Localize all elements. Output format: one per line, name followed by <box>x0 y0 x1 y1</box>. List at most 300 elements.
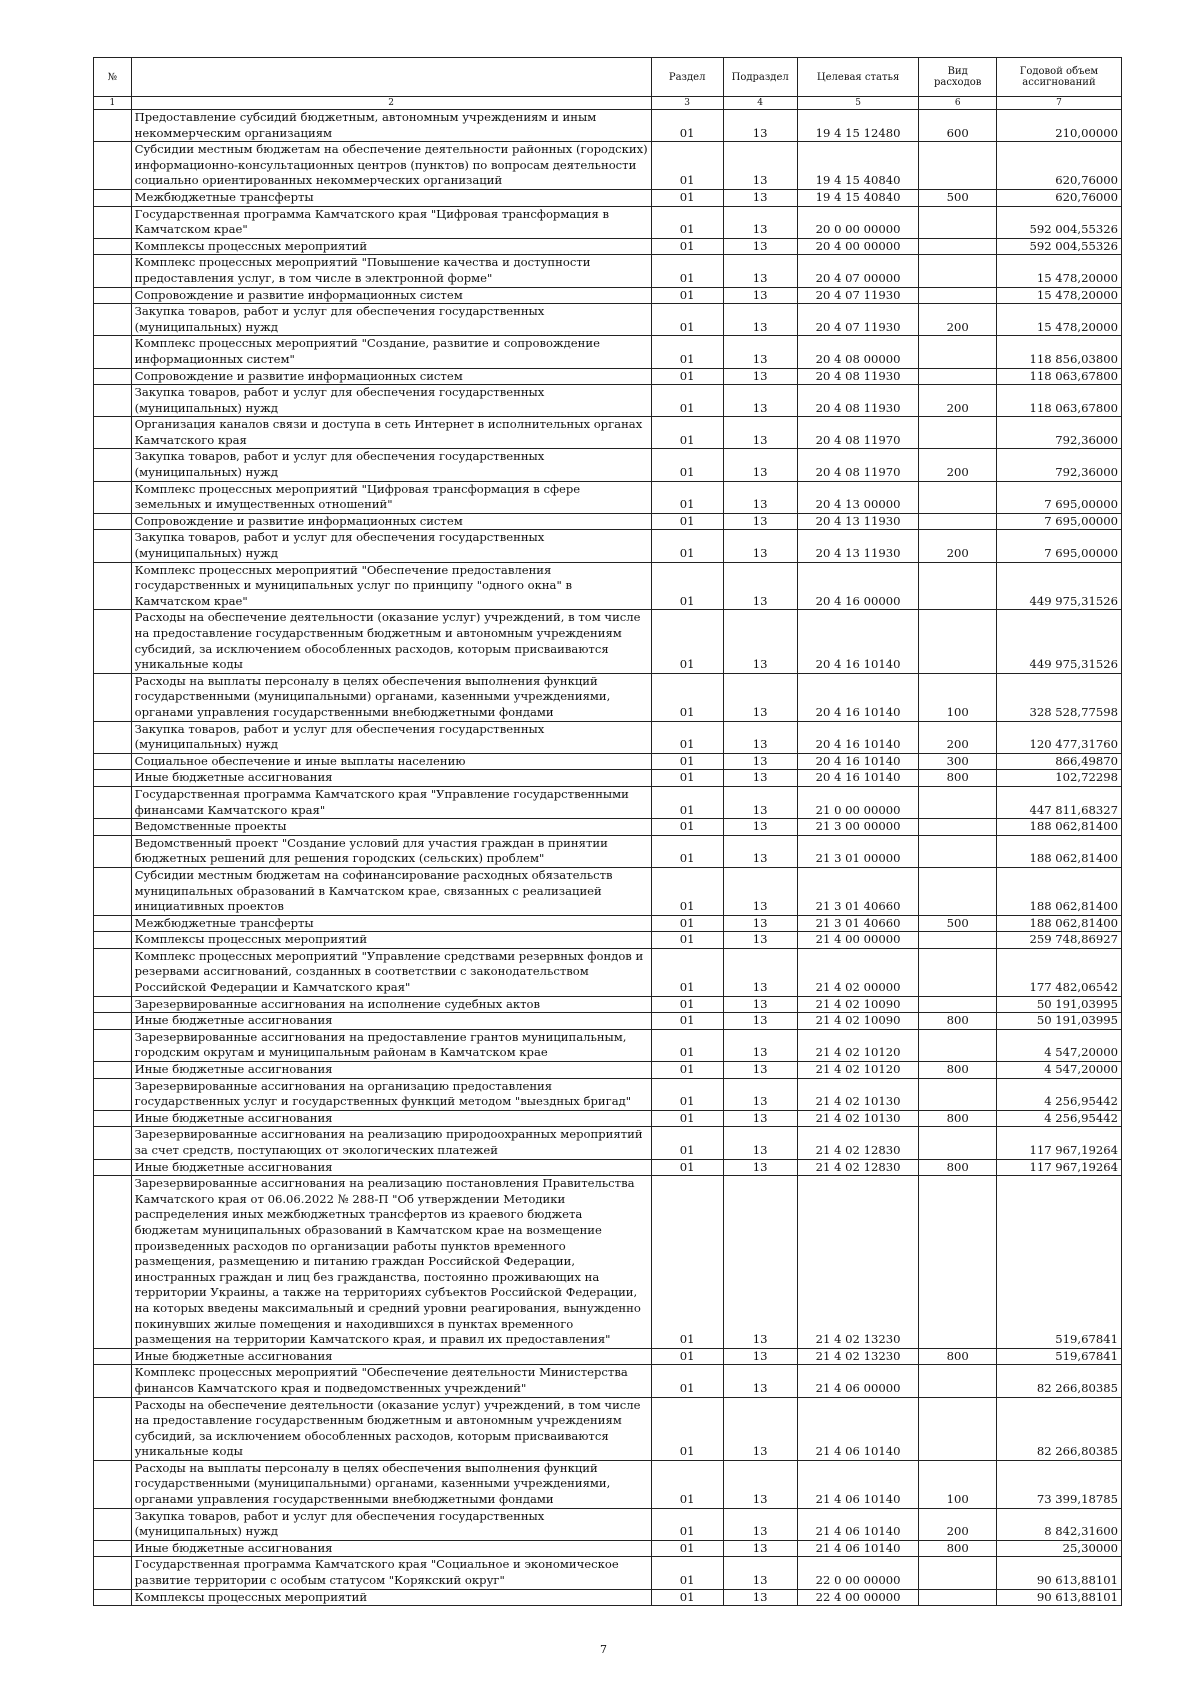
cell-section: 01 <box>651 1062 723 1079</box>
cell-no <box>94 753 132 770</box>
cell-exp-type: 800 <box>919 1540 996 1557</box>
cell-target: 20 4 08 11930 <box>797 368 919 385</box>
cell-amount: 188 062,81400 <box>996 867 1121 915</box>
cell-exp-type <box>919 867 996 915</box>
cell-subsection: 13 <box>723 753 797 770</box>
cell-exp-type: 200 <box>919 304 996 336</box>
table-row <box>94 1589 1122 1606</box>
cell-exp-type <box>919 1589 996 1606</box>
cell-target: 22 0 00 00000 <box>797 1557 919 1589</box>
cell-subsection: 13 <box>723 786 797 818</box>
cell-target: 21 4 02 12830 <box>797 1127 919 1159</box>
cell-name: Социальное обеспечение и иные выплаты населению <box>131 753 651 770</box>
header-subsection: Подраздел <box>723 58 797 97</box>
cell-name: Иные бюджетные ассигнования <box>131 1348 651 1365</box>
cell-amount: 519,67841 <box>996 1176 1121 1349</box>
cell-target: 19 4 15 40840 <box>797 189 919 206</box>
cell-section: 01 <box>651 753 723 770</box>
cell-subsection: 13 <box>723 1397 797 1460</box>
cell-subsection: 13 <box>723 1127 797 1159</box>
cell-amount: 7 695,00000 <box>996 530 1121 562</box>
cell-target: 20 4 08 00000 <box>797 336 919 368</box>
cell-exp-type: 200 <box>919 385 996 417</box>
table-row <box>94 530 1122 562</box>
cell-subsection: 13 <box>723 996 797 1013</box>
cell-target: 21 4 00 00000 <box>797 932 919 949</box>
col-number: 1 <box>94 97 132 110</box>
cell-subsection: 13 <box>723 835 797 867</box>
table-row <box>94 1508 1122 1540</box>
cell-section: 01 <box>651 562 723 610</box>
cell-section: 01 <box>651 1127 723 1159</box>
cell-exp-type <box>919 835 996 867</box>
cell-subsection: 13 <box>723 1508 797 1540</box>
cell-exp-type: 200 <box>919 530 996 562</box>
cell-name: Межбюджетные трансферты <box>131 189 651 206</box>
cell-amount: 4 547,20000 <box>996 1029 1121 1061</box>
cell-target: 21 4 02 10090 <box>797 996 919 1013</box>
cell-amount: 120 477,31760 <box>996 721 1121 753</box>
cell-amount: 866,49870 <box>996 753 1121 770</box>
table-row <box>94 721 1122 753</box>
cell-subsection: 13 <box>723 867 797 915</box>
cell-amount: 792,36000 <box>996 449 1121 481</box>
cell-exp-type <box>919 996 996 1013</box>
cell-target: 20 4 13 00000 <box>797 481 919 513</box>
table-header-row <box>94 58 1122 97</box>
cell-subsection: 13 <box>723 915 797 932</box>
cell-subsection: 13 <box>723 562 797 610</box>
cell-name: Сопровождение и развитие информационных систем <box>131 513 651 530</box>
cell-amount: 7 695,00000 <box>996 481 1121 513</box>
cell-section: 01 <box>651 206 723 238</box>
cell-amount: 210,00000 <box>996 110 1121 142</box>
cell-no <box>94 867 132 915</box>
cell-target: 20 4 08 11970 <box>797 449 919 481</box>
cell-exp-type: 100 <box>919 673 996 721</box>
cell-section: 01 <box>651 1348 723 1365</box>
cell-no <box>94 996 132 1013</box>
cell-section: 01 <box>651 1460 723 1508</box>
cell-exp-type: 200 <box>919 1508 996 1540</box>
table-row <box>94 562 1122 610</box>
cell-name: Зарезервированные ассигнования на исполнение судебных актов <box>131 996 651 1013</box>
cell-exp-type <box>919 481 996 513</box>
cell-section: 01 <box>651 1540 723 1557</box>
cell-target: 20 4 07 11930 <box>797 304 919 336</box>
cell-target: 21 4 02 10130 <box>797 1078 919 1110</box>
cell-target: 20 4 16 10140 <box>797 721 919 753</box>
cell-target: 21 3 01 40660 <box>797 867 919 915</box>
cell-exp-type <box>919 336 996 368</box>
cell-subsection: 13 <box>723 1029 797 1061</box>
cell-subsection: 13 <box>723 142 797 190</box>
cell-no <box>94 417 132 449</box>
table-row <box>94 417 1122 449</box>
cell-no <box>94 1508 132 1540</box>
cell-amount: 177 482,06542 <box>996 948 1121 996</box>
col-number: 2 <box>131 97 651 110</box>
cell-subsection: 13 <box>723 287 797 304</box>
header-exp-type: Вид расходов <box>919 58 996 97</box>
col-number: 5 <box>797 97 919 110</box>
cell-target: 20 4 16 10140 <box>797 673 919 721</box>
col-number: 4 <box>723 97 797 110</box>
cell-exp-type: 800 <box>919 1348 996 1365</box>
table-row <box>94 786 1122 818</box>
table-row <box>94 867 1122 915</box>
cell-name: Комплексы процессных мероприятий <box>131 1589 651 1606</box>
cell-no <box>94 932 132 949</box>
cell-target: 21 4 02 10090 <box>797 1013 919 1030</box>
cell-exp-type <box>919 1365 996 1397</box>
header-section: Раздел <box>651 58 723 97</box>
cell-no <box>94 673 132 721</box>
cell-exp-type: 300 <box>919 753 996 770</box>
cell-subsection: 13 <box>723 948 797 996</box>
cell-no <box>94 915 132 932</box>
cell-exp-type <box>919 287 996 304</box>
cell-subsection: 13 <box>723 385 797 417</box>
cell-no <box>94 819 132 836</box>
cell-name: Ведомственный проект "Создание условий для участия граждан в принятии бюджетных решений для решения городских (сельских) проблем" <box>131 835 651 867</box>
cell-no <box>94 1540 132 1557</box>
cell-subsection: 13 <box>723 368 797 385</box>
cell-subsection: 13 <box>723 513 797 530</box>
table-row <box>94 1365 1122 1397</box>
cell-section: 01 <box>651 417 723 449</box>
table-row <box>94 1348 1122 1365</box>
cell-name: Государственная программа Камчатского края "Социальное и экономическое развитие территории с особым статусом "Корякский округ" <box>131 1557 651 1589</box>
cell-exp-type <box>919 513 996 530</box>
cell-name: Комплекс процессных мероприятий "Обеспечение деятельности Министерства финансов Камчатского края и подведомственных учреждений" <box>131 1365 651 1397</box>
cell-exp-type <box>919 368 996 385</box>
cell-subsection: 13 <box>723 1540 797 1557</box>
cell-name: Иные бюджетные ассигнования <box>131 770 651 787</box>
table-row <box>94 287 1122 304</box>
cell-name: Комплекс процессных мероприятий "Повышение качества и доступности предоставления услуг, в том числе в электронной форме" <box>131 255 651 287</box>
cell-no <box>94 786 132 818</box>
cell-amount: 592 004,55326 <box>996 238 1121 255</box>
cell-no <box>94 1557 132 1589</box>
cell-name: Иные бюджетные ассигнования <box>131 1110 651 1127</box>
cell-section: 01 <box>651 1557 723 1589</box>
cell-exp-type <box>919 1397 996 1460</box>
cell-target: 21 4 06 00000 <box>797 1365 919 1397</box>
cell-name: Государственная программа Камчатского края "Управление государственными финансами Камчатского края" <box>131 786 651 818</box>
cell-target: 20 4 07 11930 <box>797 287 919 304</box>
cell-target: 21 4 02 13230 <box>797 1348 919 1365</box>
cell-amount: 592 004,55326 <box>996 206 1121 238</box>
cell-section: 01 <box>651 385 723 417</box>
cell-section: 01 <box>651 1110 723 1127</box>
table-row <box>94 1460 1122 1508</box>
header-amount: Годовой объем ассигнований <box>996 58 1121 97</box>
cell-no <box>94 835 132 867</box>
table-row <box>94 1062 1122 1079</box>
cell-subsection: 13 <box>723 255 797 287</box>
cell-amount: 8 842,31600 <box>996 1508 1121 1540</box>
table-row <box>94 189 1122 206</box>
cell-section: 01 <box>651 142 723 190</box>
cell-name: Комплекс процессных мероприятий "Обеспечение предоставления государственных и муниципальных услуг по принципу "одного окна" в Камчатском крае" <box>131 562 651 610</box>
cell-no <box>94 1029 132 1061</box>
cell-target: 20 4 16 10140 <box>797 610 919 673</box>
cell-section: 01 <box>651 189 723 206</box>
cell-no <box>94 1176 132 1349</box>
cell-subsection: 13 <box>723 449 797 481</box>
header-target: Целевая статья <box>797 58 919 97</box>
table-row <box>94 481 1122 513</box>
cell-target: 21 4 02 00000 <box>797 948 919 996</box>
cell-amount: 328 528,77598 <box>996 673 1121 721</box>
table-row <box>94 819 1122 836</box>
cell-amount: 620,76000 <box>996 142 1121 190</box>
cell-target: 20 4 16 10140 <box>797 753 919 770</box>
cell-no <box>94 1460 132 1508</box>
cell-amount: 15 478,20000 <box>996 255 1121 287</box>
cell-exp-type <box>919 562 996 610</box>
cell-amount: 447 811,68327 <box>996 786 1121 818</box>
cell-exp-type <box>919 206 996 238</box>
cell-exp-type <box>919 819 996 836</box>
cell-target: 21 3 00 00000 <box>797 819 919 836</box>
cell-name: Комплекс процессных мероприятий "Управление средствами резервных фондов и резервами ассигнований, созданных в соответствии с законодательством Российской Федерации и Камчатского края" <box>131 948 651 996</box>
cell-name: Закупка товаров, работ и услуг для обеспечения государственных (муниципальных) нужд <box>131 304 651 336</box>
cell-name: Закупка товаров, работ и услуг для обеспечения государственных (муниципальных) нужд <box>131 530 651 562</box>
table-row <box>94 368 1122 385</box>
cell-exp-type <box>919 932 996 949</box>
cell-subsection: 13 <box>723 1110 797 1127</box>
cell-target: 20 4 00 00000 <box>797 238 919 255</box>
cell-exp-type: 200 <box>919 721 996 753</box>
cell-no <box>94 336 132 368</box>
cell-name: Комплекс процессных мероприятий "Цифровая трансформация в сфере земельных и имущественных отношений" <box>131 481 651 513</box>
cell-name: Расходы на выплаты персоналу в целях обеспечения выполнения функций государственными (муниципальными) органами, казенными учреждениями, органами управления государственными внебюджетными фондами <box>131 673 651 721</box>
cell-exp-type: 600 <box>919 110 996 142</box>
cell-no <box>94 481 132 513</box>
cell-amount: 188 062,81400 <box>996 819 1121 836</box>
cell-section: 01 <box>651 932 723 949</box>
cell-no <box>94 721 132 753</box>
cell-name: Межбюджетные трансферты <box>131 915 651 932</box>
cell-no <box>94 530 132 562</box>
cell-section: 01 <box>651 721 723 753</box>
cell-amount: 4 256,95442 <box>996 1078 1121 1110</box>
cell-section: 01 <box>651 835 723 867</box>
cell-exp-type: 200 <box>919 449 996 481</box>
cell-amount: 4 256,95442 <box>996 1110 1121 1127</box>
cell-name: Иные бюджетные ассигнования <box>131 1159 651 1176</box>
cell-section: 01 <box>651 304 723 336</box>
cell-subsection: 13 <box>723 1013 797 1030</box>
cell-subsection: 13 <box>723 336 797 368</box>
cell-section: 01 <box>651 1176 723 1349</box>
cell-amount: 118 063,67800 <box>996 385 1121 417</box>
cell-target: 20 4 07 00000 <box>797 255 919 287</box>
cell-no <box>94 206 132 238</box>
cell-amount: 449 975,31526 <box>996 610 1121 673</box>
table-row <box>94 673 1122 721</box>
cell-subsection: 13 <box>723 1589 797 1606</box>
cell-name: Расходы на выплаты персоналу в целях обеспечения выполнения функций государственными (муниципальными) органами, казенными учреждениями, органами управления государственными внебюджетными фондами <box>131 1460 651 1508</box>
cell-no <box>94 1348 132 1365</box>
cell-no <box>94 1159 132 1176</box>
table-row <box>94 932 1122 949</box>
cell-amount: 117 967,19264 <box>996 1127 1121 1159</box>
cell-section: 01 <box>651 1397 723 1460</box>
cell-exp-type: 800 <box>919 1110 996 1127</box>
cell-subsection: 13 <box>723 1348 797 1365</box>
cell-subsection: 13 <box>723 1062 797 1079</box>
cell-name: Зарезервированные ассигнования на реализацию постановления Правительства Камчатского края от 06.06.2022 № 288-П "Об утверждении Методики распределения иных межбюджетных трансфертов из краевого бюджета бюджетам муниципальных образований в Камчатском крае на возмещение произведенных расходов по организации работы пунктов временного размещения, размещению и питанию граждан Российской Федерации, иностранных граждан и лиц без гражданства, постоянно проживающих на территории Украины, а также на территориях субъектов Российской Федерации, на которых введены максимальный и средний уровни реагирования, вынужденно покинувших жилые помещения и находившихся в пунктах временного размещения на территории Камчатского края, и правил их предоставления" <box>131 1176 651 1349</box>
table-row <box>94 142 1122 190</box>
cell-no <box>94 1589 132 1606</box>
table-row <box>94 1013 1122 1030</box>
cell-name: Субсидии местным бюджетам на обеспечение деятельности районных (городских) информационно-консультационных центров (пунктов) по вопросам деятельности социально ориентированных некоммерческих организаций <box>131 142 651 190</box>
table-row <box>94 1397 1122 1460</box>
cell-name: Закупка товаров, работ и услуг для обеспечения государственных (муниципальных) нужд <box>131 449 651 481</box>
cell-no <box>94 770 132 787</box>
cell-subsection: 13 <box>723 1159 797 1176</box>
cell-target: 20 4 08 11970 <box>797 417 919 449</box>
cell-section: 01 <box>651 1508 723 1540</box>
cell-exp-type <box>919 417 996 449</box>
cell-amount: 25,30000 <box>996 1540 1121 1557</box>
cell-subsection: 13 <box>723 673 797 721</box>
cell-section: 01 <box>651 610 723 673</box>
cell-name: Субсидии местным бюджетам на софинансирование расходных обязательств муниципальных образований в Камчатском крае, связанных с реализацией инициативных проектов <box>131 867 651 915</box>
cell-section: 01 <box>651 673 723 721</box>
table-row <box>94 385 1122 417</box>
table-row <box>94 255 1122 287</box>
cell-section: 01 <box>651 449 723 481</box>
cell-exp-type <box>919 255 996 287</box>
table-row <box>94 1078 1122 1110</box>
header-no: № <box>94 58 132 97</box>
column-number-row <box>94 97 1122 110</box>
cell-no <box>94 304 132 336</box>
cell-exp-type: 800 <box>919 1013 996 1030</box>
cell-section: 01 <box>651 238 723 255</box>
cell-exp-type <box>919 142 996 190</box>
budget-table <box>93 57 1122 1606</box>
cell-no <box>94 1127 132 1159</box>
cell-target: 19 4 15 40840 <box>797 142 919 190</box>
cell-amount: 259 748,86927 <box>996 932 1121 949</box>
cell-subsection: 13 <box>723 819 797 836</box>
table-row <box>94 206 1122 238</box>
cell-amount: 188 062,81400 <box>996 835 1121 867</box>
cell-no <box>94 189 132 206</box>
cell-name: Ведомственные проекты <box>131 819 651 836</box>
cell-amount: 82 266,80385 <box>996 1365 1121 1397</box>
col-number: 6 <box>919 97 996 110</box>
cell-name: Комплексы процессных мероприятий <box>131 932 651 949</box>
cell-exp-type <box>919 610 996 673</box>
table-row <box>94 238 1122 255</box>
cell-amount: 792,36000 <box>996 417 1121 449</box>
table-row <box>94 948 1122 996</box>
table-row <box>94 770 1122 787</box>
cell-section: 01 <box>651 948 723 996</box>
cell-subsection: 13 <box>723 1557 797 1589</box>
cell-subsection: 13 <box>723 1365 797 1397</box>
cell-amount: 90 613,88101 <box>996 1589 1121 1606</box>
cell-section: 01 <box>651 1589 723 1606</box>
cell-exp-type: 100 <box>919 1460 996 1508</box>
cell-section: 01 <box>651 915 723 932</box>
cell-exp-type: 500 <box>919 189 996 206</box>
cell-name: Сопровождение и развитие информационных систем <box>131 368 651 385</box>
cell-amount: 15 478,20000 <box>996 287 1121 304</box>
cell-amount: 118 856,03800 <box>996 336 1121 368</box>
cell-no <box>94 142 132 190</box>
cell-section: 01 <box>651 513 723 530</box>
table-row <box>94 996 1122 1013</box>
cell-exp-type: 800 <box>919 770 996 787</box>
cell-target: 21 4 02 10130 <box>797 1110 919 1127</box>
cell-no <box>94 1078 132 1110</box>
table-row <box>94 1029 1122 1061</box>
cell-target: 21 4 02 12830 <box>797 1159 919 1176</box>
cell-no <box>94 368 132 385</box>
header-name <box>131 58 651 97</box>
cell-name: Предоставление субсидий бюджетным, автономным учреждениям и иным некоммерческим организациям <box>131 110 651 142</box>
cell-target: 19 4 15 12480 <box>797 110 919 142</box>
table-row <box>94 1110 1122 1127</box>
cell-amount: 15 478,20000 <box>996 304 1121 336</box>
cell-no <box>94 1013 132 1030</box>
page-number: 7 <box>600 1643 607 1656</box>
cell-amount: 519,67841 <box>996 1348 1121 1365</box>
cell-subsection: 13 <box>723 610 797 673</box>
cell-name: Иные бюджетные ассигнования <box>131 1062 651 1079</box>
cell-name: Зарезервированные ассигнования на реализацию природоохранных мероприятий за счет средств, поступающих от экологических платежей <box>131 1127 651 1159</box>
cell-no <box>94 513 132 530</box>
cell-name: Комплекс процессных мероприятий "Создание, развитие и сопровождение информационных систем" <box>131 336 651 368</box>
cell-section: 01 <box>651 530 723 562</box>
cell-exp-type <box>919 1078 996 1110</box>
cell-subsection: 13 <box>723 530 797 562</box>
cell-subsection: 13 <box>723 770 797 787</box>
table-row <box>94 1159 1122 1176</box>
cell-subsection: 13 <box>723 481 797 513</box>
cell-subsection: 13 <box>723 110 797 142</box>
cell-target: 20 4 13 11930 <box>797 513 919 530</box>
cell-name: Организация каналов связи и доступа в сеть Интернет в исполнительных органах Камчатского края <box>131 417 651 449</box>
cell-no <box>94 255 132 287</box>
cell-section: 01 <box>651 819 723 836</box>
cell-amount: 118 063,67800 <box>996 368 1121 385</box>
cell-subsection: 13 <box>723 1460 797 1508</box>
cell-name: Иные бюджетные ассигнования <box>131 1540 651 1557</box>
cell-exp-type <box>919 948 996 996</box>
cell-section: 01 <box>651 1029 723 1061</box>
cell-amount: 7 695,00000 <box>996 513 1121 530</box>
cell-name: Расходы на обеспечение деятельности (оказание услуг) учреждений, в том числе на предоставление государственным бюджетным и автономным учреждениям субсидий, за исключением обособленных расходов, которым присваиваются уникальные коды <box>131 1397 651 1460</box>
cell-section: 01 <box>651 770 723 787</box>
cell-subsection: 13 <box>723 238 797 255</box>
cell-section: 01 <box>651 368 723 385</box>
cell-name: Закупка товаров, работ и услуг для обеспечения государственных (муниципальных) нужд <box>131 721 651 753</box>
cell-amount: 50 191,03995 <box>996 996 1121 1013</box>
cell-no <box>94 238 132 255</box>
cell-exp-type <box>919 786 996 818</box>
cell-target: 20 4 13 11930 <box>797 530 919 562</box>
cell-subsection: 13 <box>723 932 797 949</box>
cell-amount: 82 266,80385 <box>996 1397 1121 1460</box>
